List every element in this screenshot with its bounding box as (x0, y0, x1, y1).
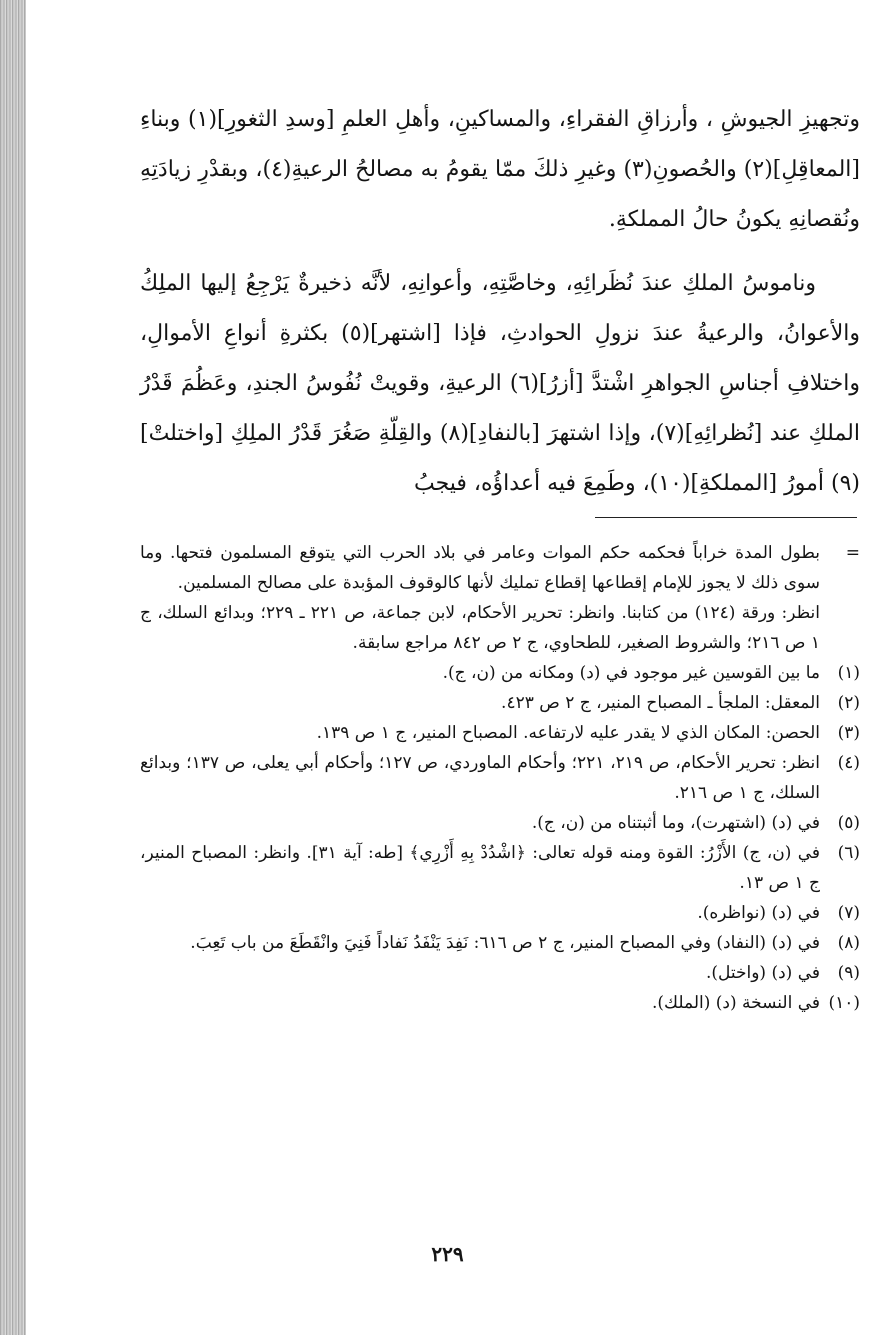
footnote-text: الحصن: المكان الذي لا يقدر عليه لارتفاعه. المصباح المنير، ج ١ ص ١٣٩. (316, 723, 820, 743)
footnote-text: المعقل: الملجأ ـ المصباح المنير، ج ٢ ص ٤٢٣. (501, 693, 820, 713)
body-paragraph: وتجهيزِ الجيوشِ ، وأرزاقِ الفقراءِ، والمساكينِ، وأهلِ العلمِ [وسدِ الثغورِ](١) وبناءِ [المعاقِلِ](٢) والحُصونِ(٣) وغيرِ ذلكَ ممّا يقومُ به مصالحُ الرعيةِ(٤)، وبقدْرِ زيادَتِهِ ونُقصانِهِ يكونُ حالُ المملكةِ. (140, 107, 860, 232)
footnote-text: انظر: تحرير الأحكام، ص ٢١٩، ٢٢١؛ وأحكام الماوردي، ص ١٢٧؛ وأحكام أبي يعلى، ص ١٣٧؛ وبدائع السلك، ج ١ ص ٢١٦. (140, 753, 820, 803)
footnote (140, 838, 860, 898)
footnote-number: (١٠) (828, 993, 860, 1013)
footnote (140, 538, 860, 598)
footnote-text: في (د) (نواظره). (697, 903, 820, 923)
footnote-text: في (ن، ج) الأَزْرُ: القوة ومنه قوله تعالى: ﴿اشْدُدْ بِهِ أَزْرِي﴾ [طه: آية ٣١]. وانظر: المصباح المنير، ج ١ ص ١٣. (140, 843, 821, 893)
footnote-number: (٣) (837, 723, 860, 743)
footnote-text: في النسخة (د) (الملك). (652, 993, 820, 1013)
footnote-number (820, 598, 860, 658)
main-text (140, 95, 860, 509)
footnote (140, 748, 860, 808)
footnote-number: (١) (837, 663, 860, 683)
footnote-separator (595, 517, 857, 518)
footnote (140, 688, 860, 718)
footnote (140, 808, 860, 838)
footnote-number: (٢) (837, 693, 860, 713)
footnote-text: انظر: ورقة (١٢٤) من كتابنا. وانظر: تحرير الأحكام، لابن جماعة، ص ٢٢١ ـ ٢٢٩؛ وبدائع السلك، ج ١ ص ٢١٦؛ والشروط الصغير، للطحاوي، ج ٢ ص ٨٤٢ مراجع سابقة. (140, 603, 820, 653)
footnote (140, 718, 860, 748)
footnote-text: في (د) (النفاد) وفي المصباح المنير، ج ٢ ص ٦١٦: نَفِدَ يَنْفَدُ نَفاداً فَنِيَ وانْقَطَعَ من باب تَعِبَ. (190, 933, 820, 953)
footnote-number: (٦) (837, 843, 860, 863)
footnote-text: بطول المدة خراباً فحكمه حكم الموات وعامر في بلاد الحرب التي يتوقع المسلمون فتحها. وما سوى ذلك لا يجوز للإمام إقطاعها إقطاع تمليك لأنها كالوقوف المؤبدة على مصالح المسلمين. (140, 543, 820, 593)
footnote-number: (٤) (837, 753, 860, 773)
footnote-text: في (د) (واختل). (705, 963, 820, 983)
page-number: ٢٢٩ (431, 1242, 464, 1266)
footnote (140, 958, 860, 988)
footnote-number: = (845, 543, 860, 563)
footnotes (140, 538, 860, 1018)
footnote (140, 658, 860, 688)
body-paragraph: وناموسُ الملكِ عندَ نُظَرائِهِ، وخاصَّتِهِ، وأعوانِهِ، لأنَّه ذخيرةٌ يَرْجِعُ إليها الملِكُ والأعوانُ، والرعيةُ عندَ نزولِ الحوادثِ، فإذا [اشتهر](٥) بكثرةِ أنواعِ الأموالِ، واختلافِ أجناسِ الجواهرِ اشْتدَّ [أزرُ](٦) الرعيةِ، وقويتْ نُفُوسُ الجندِ، وعَظُمَ قَدْرُ الملكِ عند [نُظرائِهِ](٧)، وإذا اشتهرَ [بالنفادِ](٨) والقِلّةِ صَغُرَ قَدْرُ الملِكِ [واختلتْ](٩) أمورُ [المملكةِ](١٠)، وطَمِعَ فيه أعداؤُه، فيجبُ (140, 271, 861, 496)
footnote (140, 898, 860, 928)
footnote-number: (٥) (837, 813, 860, 833)
footnote (140, 598, 860, 658)
footnote (140, 928, 860, 958)
footnote-number: (٨) (837, 933, 860, 953)
footnote-text: ما بين القوسين غير موجود في (د) ومكانه من (ن، ج). (442, 663, 820, 683)
book-spine-shadow (0, 0, 26, 1335)
footnote-text: في (د) (اشتهرت)، وما أثبتناه من (ن، ج). (531, 813, 820, 833)
footnote (140, 988, 860, 1018)
footnote-number: (٧) (837, 903, 860, 923)
footnote-number: (٩) (837, 963, 860, 983)
